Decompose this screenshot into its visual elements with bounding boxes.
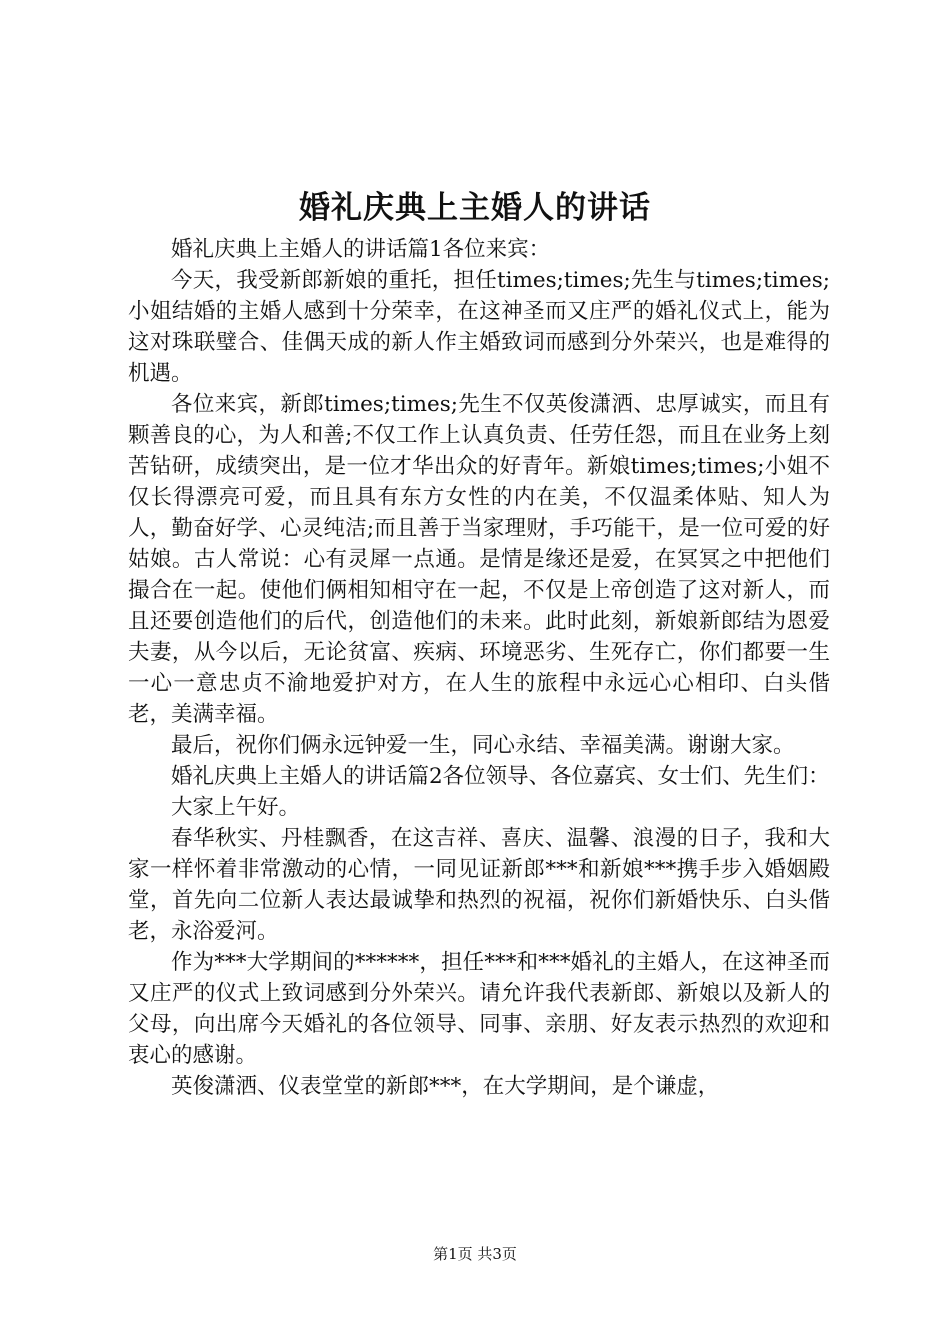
paragraph-6: 大家上午好。	[171, 795, 301, 820]
page-footer: 第1页 共3页	[433, 1245, 517, 1263]
paragraph-3: 各位来宾，新郎times;times;先生不仅英俊潇洒、忠厚诚实，而且有颗善良的心，为人和善;不仅工作上认真负责、任劳任怨，而且在业务上刻苦钻研，成绩突出，是一位才华出众的好青年。新娘times;times;小姐不仅长得漂亮可爱，而且具有东方女性的内在美，不仅温柔体贴、知人为人，勤奋好学、心灵纯洁;而且善于当家理财，手巧能干，是一位可爱的好姑娘。古人常说：心有灵犀一点通。是情是缘还是爱，在冥冥之中把他们撮合在一起。使他们俩相知相守在一起，不仅是上帝创造了这对新人，而且还要创造他们的后代，创造他们的未来。此时此刻，新娘新郎结为恩爱夫妻，从今以后，无论贫富、疾病、环境恶劣、生死存亡，你们都要一生一心一意忠贞不渝地爱护对方，在人生的旅程中永远心心相印、白头偕老，美满幸福。	[128, 392, 830, 727]
paragraph-5: 婚礼庆典上主婚人的讲话篇2各位领导、各位嘉宾、女士们、先生们：	[171, 764, 830, 789]
paragraph-2: 今天，我受新郎新娘的重托，担任times;times;先生与times;times;小姐结婚的主婚人感到十分荣幸，在这神圣而又庄严的婚礼仪式上，能为这对珠联璧合、佳偶天成的新人作主婚致词而感到分外荣兴，也是难得的机遇。	[128, 268, 830, 386]
paragraph-7: 春华秋实、丹桂飘香，在这吉祥、喜庆、温馨、浪漫的日子，我和大家一样怀着非常激动的心情，一同见证新郎***和新娘***携手步入婚姻殿堂，首先向二位新人表达最诚挚和热烈的祝福，祝你们新婚快乐、白头偕老，永浴爱河。	[128, 826, 830, 944]
document-title: 婚礼庆典上主婚人的讲话	[299, 190, 651, 226]
paragraph-4: 最后，祝你们俩永远钟爱一生，同心永结、幸福美满。谢谢大家。	[171, 733, 795, 758]
paragraph-8: 作为***大学期间的******，担任***和***婚礼的主婚人，在这神圣而又庄严的仪式上致词感到分外荣兴。请允许我代表新郎、新娘以及新人的父母，向出席今天婚礼的各位领导、同事、亲朋、好友表示热烈的欢迎和衷心的感谢。	[128, 950, 830, 1068]
paragraph-9: 英俊潇洒、仪表堂堂的新郎***，在大学期间，是个谦虚，	[171, 1074, 720, 1099]
document-body	[128, 234, 830, 1102]
paragraph-1: 婚礼庆典上主婚人的讲话篇1各位来宾：	[171, 237, 551, 262]
